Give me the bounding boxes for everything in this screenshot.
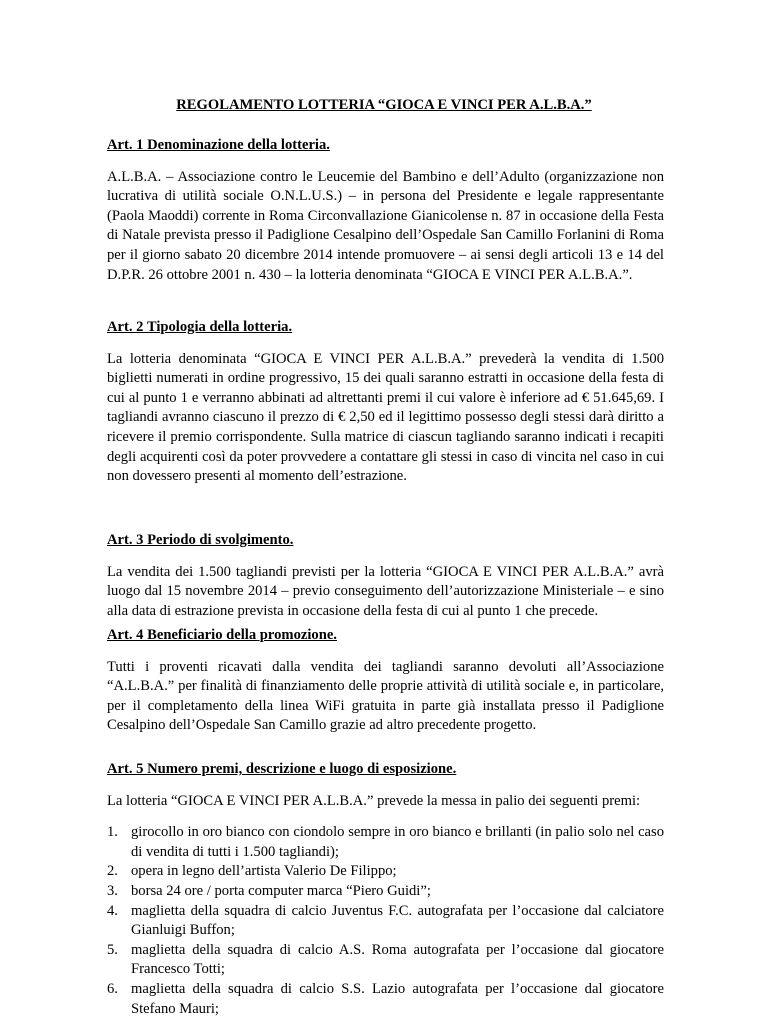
list-item: [107, 862, 664, 882]
article-3: [107, 531, 664, 621]
list-item-text: opera in legno dell’artista Valerio De Filippo;: [131, 863, 397, 880]
list-item-text: maglietta della squadra di calcio Juventus F.C. autografata per l’occasione dal calciatore Gianluigi Buffon;: [131, 902, 664, 939]
article-2: [107, 318, 664, 487]
list-item: [107, 823, 664, 862]
list-item-text: maglietta della squadra di calcio A.S. Roma autografata per l’occasione dal giocatore Francesco Totti;: [131, 941, 664, 978]
list-item-number: 1.: [107, 824, 118, 841]
article-1: [107, 136, 664, 285]
list-item-number: 3.: [107, 882, 118, 899]
article-4-heading: Art. 4 Beneficiario della promozione.: [107, 627, 337, 643]
article-1-heading: Art. 1 Denominazione della lotteria.: [107, 137, 330, 153]
article-5-heading: Art. 5 Numero premi, descrizione e luogo di esposizione.: [107, 761, 457, 777]
list-item-number: 5.: [107, 941, 118, 958]
list-item: [107, 980, 664, 1019]
article-3-text: La vendita dei 1.500 tagliandi previsti per la lotteria “GIOCA E VINCI PER A.L.B.A.” avrà luogo dal 15 novembre 2014 – previo conseguimento dell’autorizzazione Ministeriale – e sino alla data di estrazione prevista in occasione della festa di cui al punto 1 che precede.: [107, 563, 664, 619]
list-item-number: 6.: [107, 980, 118, 997]
list-item-text: maglietta della squadra di calcio S.S. Lazio autografata per l’occasione dal giocatore Stefano Mauri;: [131, 980, 664, 1017]
list-item-number: 4.: [107, 902, 118, 919]
list-item: [107, 941, 664, 980]
list-item-text: borsa 24 ore / porta computer marca “Piero Guidi”;: [131, 882, 431, 899]
list-item: [107, 902, 664, 941]
article-4-text: Tutti i proventi ricavati dalla vendita dei tagliandi saranno devoluti all’Associazione “A.L.B.A.” per finalità di finanziamento delle proprie attività di utilità sociale e, in particolare, per il completamento della linea WiFi gratuita in parte già installata presso il Padiglione Cesalpino dell’Ospedale San Camillo grazie ad altro precedente progetto.: [107, 658, 664, 734]
prize-list: [107, 823, 664, 1019]
article-3-heading: Art. 3 Periodo di svolgimento.: [107, 532, 294, 548]
article-5-text: La lotteria “GIOCA E VINCI PER A.L.B.A.” prevede la messa in palio dei seguenti premi:: [107, 792, 641, 809]
article-5: [107, 760, 664, 1019]
article-4: [107, 626, 664, 736]
list-item-number: 2.: [107, 863, 118, 880]
list-item: [107, 882, 664, 902]
article-1-text: A.L.B.A. – Associazione contro le Leucemie del Bambino e dell’Adulto (organizzazione non lucrativa di utilità sociale O.N.L.U.S.) – in persona del Presidente e legale rappresentante (Paola Maoddi) corrente in Roma Circonvallazione Gianicolense n. 87 in occasione della Festa di Natale prevista presso il Padiglione Cesalpino dell’Ospedale San Camillo Forlanini di Roma per il giorno sabato 20 dicembre 2014 intende promuovere – ai sensi degli articoli 13 e 14 del D.P.R. 26 ottobre 2001 n. 430 – la lotteria denominata “GIOCA E VINCI PER A.L.B.A.”.: [107, 168, 664, 283]
article-2-heading: Art. 2 Tipologia della lotteria.: [107, 319, 293, 335]
article-2-text: La lotteria denominata “GIOCA E VINCI PER A.L.B.A.” prevederà la vendita di 1.500 biglietti numerati in ordine progressivo, 15 dei quali saranno estratti in occasione della festa di cui al punto 1 e verranno abbinati ad altrettanti premi il cui valore è inferiore ad € 51.645,69. I tagliandi avranno ciascuno il prezzo di € 2,50 ed il legittimo possesso degli stessi darà diritto a ricevere il premio corrispondente. Sulla matrice di ciascun tagliando saranno indicati i recapiti degli acquirenti così da poter provvedere a contattare gli stessi in caso di vincita nel caso in cui non dovessero presenti al momento dell’estrazione.: [107, 350, 664, 485]
list-item-text: girocollo in oro bianco con ciondolo sempre in oro bianco e brillanti (in palio solo nel caso di vendita di tutti i 1.500 tagliandi);: [131, 824, 664, 860]
document-title: REGOLAMENTO LOTTERIA “GIOCA E VINCI PER A.L.B.A.”: [176, 97, 592, 113]
